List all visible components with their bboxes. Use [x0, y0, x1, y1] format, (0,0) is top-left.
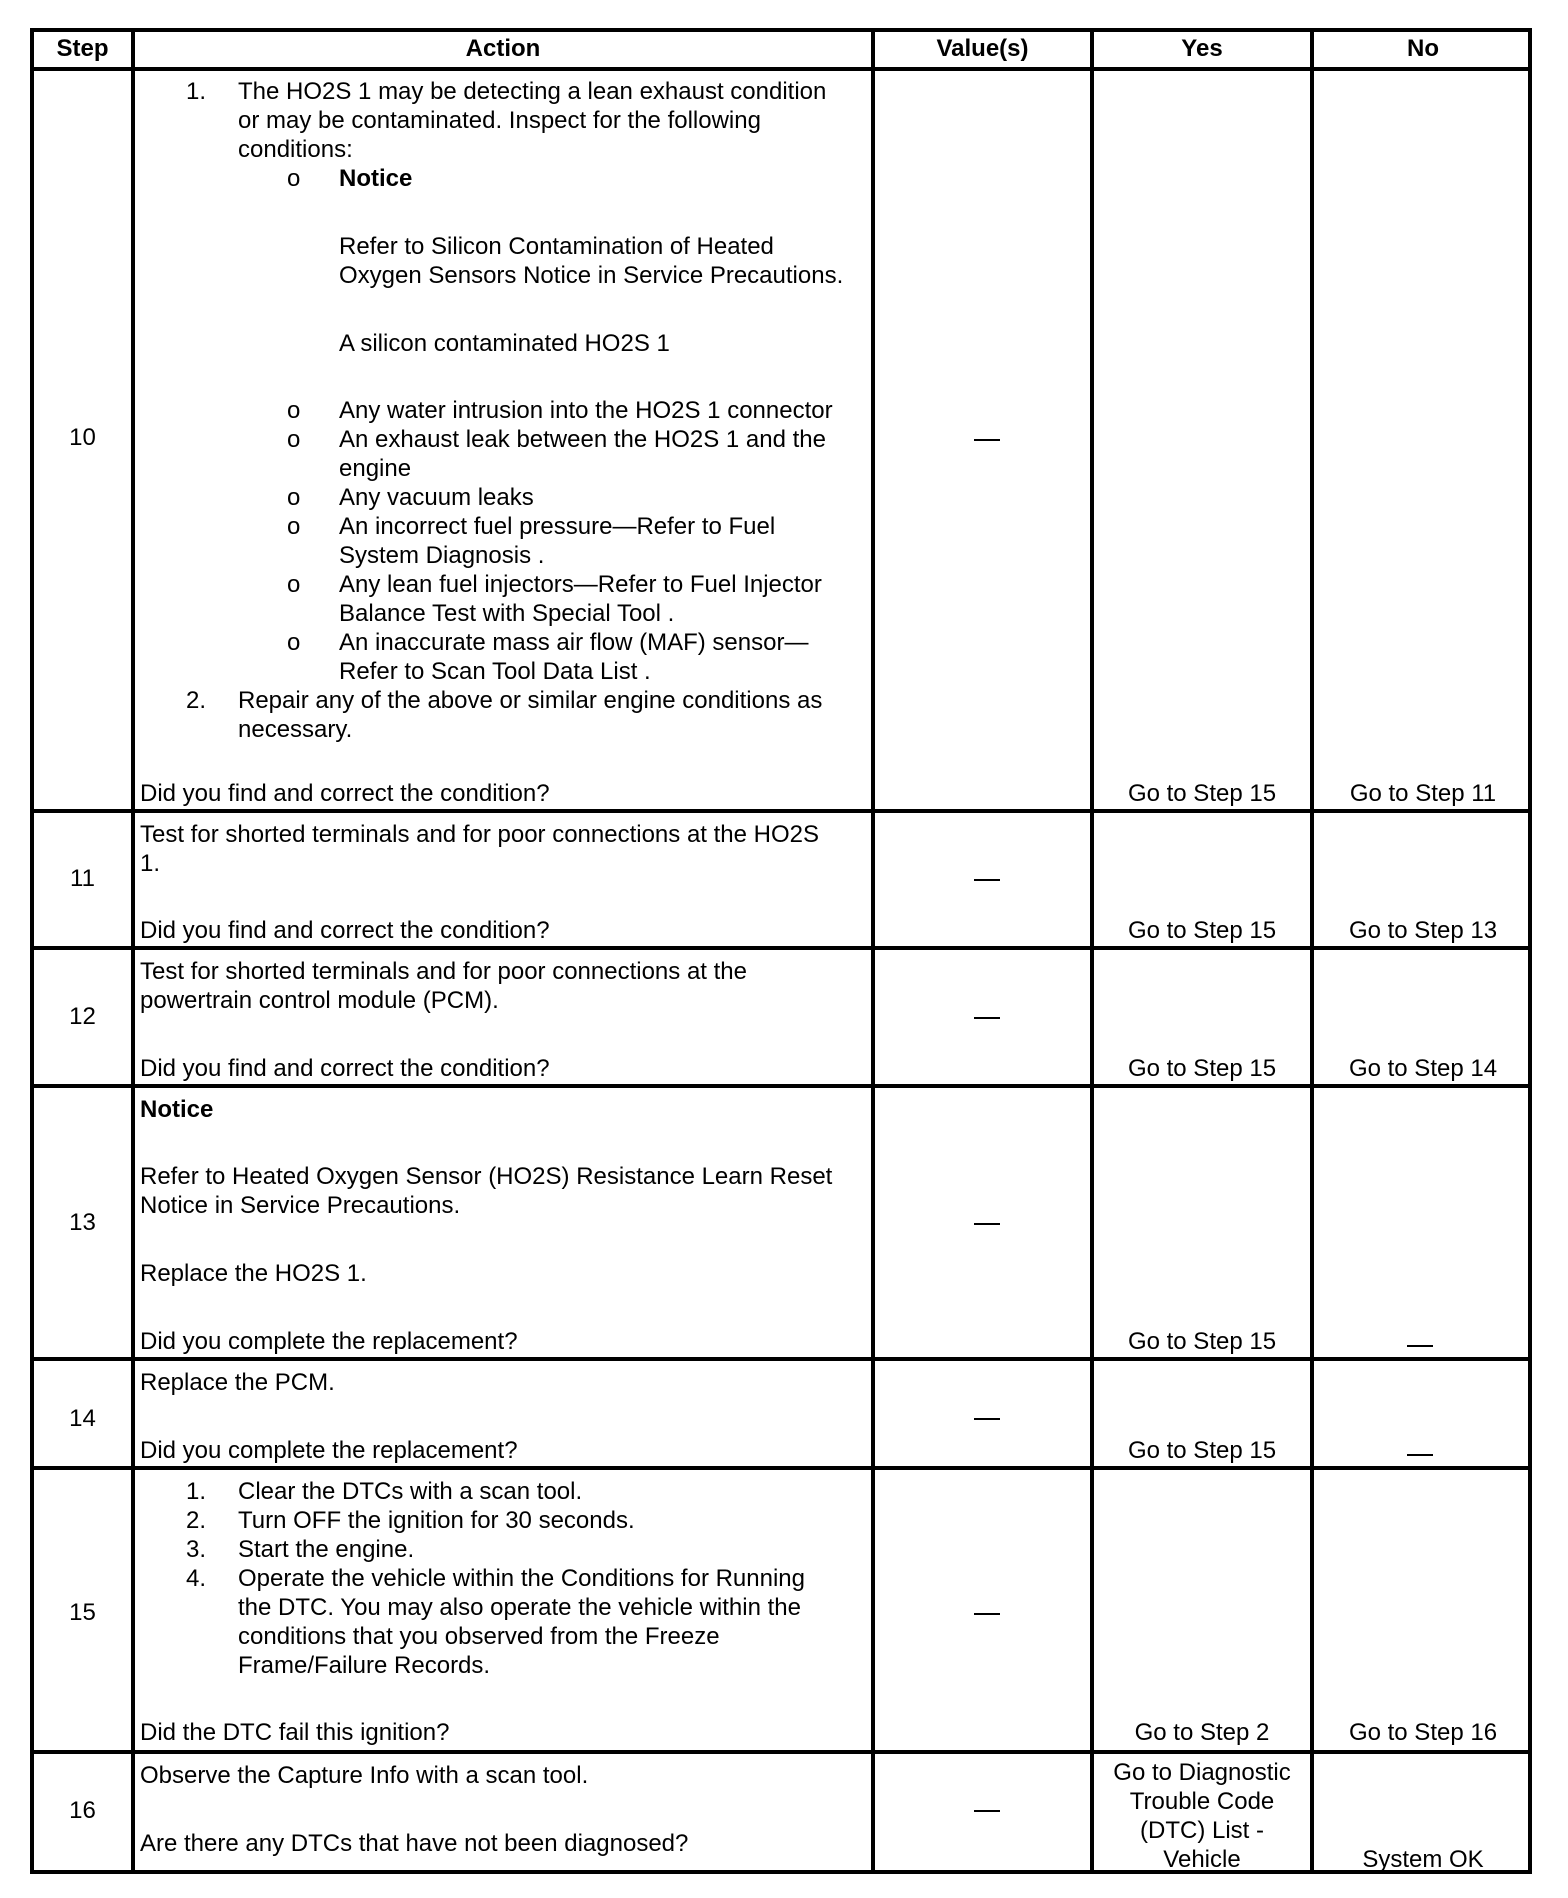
bullet-marker: o: [287, 426, 301, 453]
list-number: 3.: [186, 1536, 207, 1563]
notice-text: Refer to Silicon Contamination of Heated: [339, 233, 774, 260]
action-text: conditions that you observed from the Freeze: [238, 1623, 720, 1650]
notice-text: Refer to Heated Oxygen Sensor (HO2S) Resistance Learn Reset: [140, 1163, 833, 1190]
empty-value-dash: [974, 1017, 1000, 1019]
action-text: Repair any of the above or similar engine conditions as: [238, 687, 823, 714]
bullet-marker: o: [287, 165, 301, 192]
list-number: 4.: [186, 1565, 207, 1592]
bullet-text: engine: [339, 455, 412, 482]
question-text: Did you complete the replacement?: [140, 1437, 518, 1464]
header-yes: Yes: [1181, 35, 1223, 62]
empty-no-dash: [1407, 1345, 1433, 1347]
yes-result: Go to Step 15: [1127, 917, 1277, 944]
action-text: Replace the HO2S 1.: [140, 1260, 367, 1287]
list-number: 2.: [186, 1507, 207, 1534]
empty-value-dash: [974, 1223, 1000, 1225]
empty-value-dash: [974, 879, 1000, 881]
question-text: Are there any DTCs that have not been diagnosed?: [140, 1830, 689, 1857]
header-no: No: [1407, 35, 1439, 62]
column-divider: [131, 32, 135, 1870]
row-divider: [34, 1750, 1528, 1754]
yes-result: Go to Step 15: [1127, 1437, 1277, 1464]
step-number: 11: [70, 865, 95, 892]
bullet-text: System Diagnosis .: [339, 542, 545, 569]
question-text: Did you find and correct the condition?: [140, 917, 550, 944]
question-text: Did you find and correct the condition?: [140, 780, 550, 807]
list-number: 2.: [186, 687, 207, 714]
bullet-text: An inaccurate mass air flow (MAF) sensor—: [339, 629, 809, 656]
action-text: necessary.: [238, 716, 353, 743]
yes-result: (DTC) List -: [1140, 1817, 1264, 1844]
no-result: System OK: [1362, 1846, 1484, 1873]
row-divider: [34, 946, 1528, 950]
action-text: Replace the PCM.: [140, 1369, 335, 1396]
question-text: Did the DTC fail this ignition?: [140, 1719, 450, 1746]
action-text: Test for shorted terminals and for poor connections at the: [140, 958, 747, 985]
column-divider: [871, 32, 875, 1870]
column-divider: [1090, 32, 1094, 1870]
action-text: Test for shorted terminals and for poor connections at the HO2S: [140, 821, 820, 848]
notice-label: Notice: [339, 165, 413, 192]
bullet-marker: o: [287, 513, 301, 540]
bullet-text: Balance Test with Special Tool .: [339, 600, 675, 627]
header-values: Value(s): [936, 35, 1029, 62]
bullet-marker: o: [287, 571, 301, 598]
action-text: Turn OFF the ignition for 30 seconds.: [238, 1507, 635, 1534]
notice-label: Notice: [140, 1096, 214, 1123]
header-action: Action: [465, 35, 541, 62]
list-number: 1.: [186, 1478, 207, 1505]
yes-result: Go to Step 15: [1127, 780, 1277, 807]
question-text: Did you complete the replacement?: [140, 1328, 518, 1355]
row-divider: [34, 1466, 1528, 1470]
notice-extra: A silicon contaminated HO2S 1: [339, 330, 670, 357]
bullet-text: Refer to Scan Tool Data List .: [339, 658, 651, 685]
bullet-marker: o: [287, 629, 301, 656]
no-result: Go to Step 11: [1349, 780, 1497, 807]
action-text: 1.: [140, 850, 161, 877]
row-divider: [34, 809, 1528, 813]
step-number: 10: [69, 424, 96, 451]
empty-value-dash: [974, 1418, 1000, 1420]
yes-result: Go to Step 15: [1127, 1328, 1277, 1355]
row-divider: [34, 1084, 1528, 1088]
empty-value-dash: [974, 1613, 1000, 1615]
diagnostic-table: [30, 28, 1532, 1874]
list-number: 1.: [186, 78, 207, 105]
yes-result: Go to Diagnostic: [1113, 1759, 1291, 1786]
notice-text: Notice in Service Precautions.: [140, 1192, 461, 1219]
action-text: Observe the Capture Info with a scan tool.: [140, 1762, 589, 1789]
action-text: powertrain control module (PCM).: [140, 987, 499, 1014]
no-result: Go to Step 14: [1348, 1055, 1498, 1082]
yes-result: Go to Step 15: [1127, 1055, 1277, 1082]
row-divider: [34, 1357, 1528, 1361]
action-text: the DTC. You may also operate the vehicle within the: [238, 1594, 801, 1621]
header-step: Step: [56, 35, 109, 62]
empty-no-dash: [1407, 1454, 1433, 1456]
yes-result: Go to Step 2: [1134, 1719, 1270, 1746]
step-number: 14: [69, 1405, 96, 1432]
yes-result: Vehicle: [1163, 1846, 1241, 1873]
action-text: Clear the DTCs with a scan tool.: [238, 1478, 583, 1505]
action-text: The HO2S 1 may be detecting a lean exhaust condition: [238, 78, 827, 105]
action-text: Operate the vehicle within the Conditions for Running: [238, 1565, 805, 1592]
bullet-text: Any vacuum leaks: [339, 484, 534, 511]
column-divider: [1310, 32, 1314, 1870]
step-number: 12: [69, 1003, 96, 1030]
action-text: or may be contaminated. Inspect for the following: [238, 107, 761, 134]
no-result: Go to Step 13: [1348, 917, 1498, 944]
step-number: 13: [69, 1209, 96, 1236]
empty-value-dash: [974, 439, 1000, 441]
bullet-text: Any water intrusion into the HO2S 1 connector: [339, 397, 833, 424]
bullet-marker: o: [287, 484, 301, 511]
bullet-text: Any lean fuel injectors—Refer to Fuel Injector: [339, 571, 822, 598]
yes-result: Trouble Code: [1129, 1788, 1275, 1815]
row-divider: [34, 67, 1528, 71]
action-text: conditions:: [238, 136, 353, 163]
notice-text: Oxygen Sensors Notice in Service Precautions.: [339, 262, 844, 289]
bullet-text: An incorrect fuel pressure—Refer to Fuel: [339, 513, 776, 540]
bullet-marker: o: [287, 397, 301, 424]
action-text: Start the engine.: [238, 1536, 415, 1563]
action-text: Frame/Failure Records.: [238, 1652, 491, 1679]
step-number: 15: [69, 1599, 96, 1626]
empty-value-dash: [974, 1810, 1000, 1812]
no-result: Go to Step 16: [1348, 1719, 1498, 1746]
question-text: Did you find and correct the condition?: [140, 1055, 550, 1082]
bullet-text: An exhaust leak between the HO2S 1 and the: [339, 426, 826, 453]
step-number: 16: [69, 1797, 96, 1824]
